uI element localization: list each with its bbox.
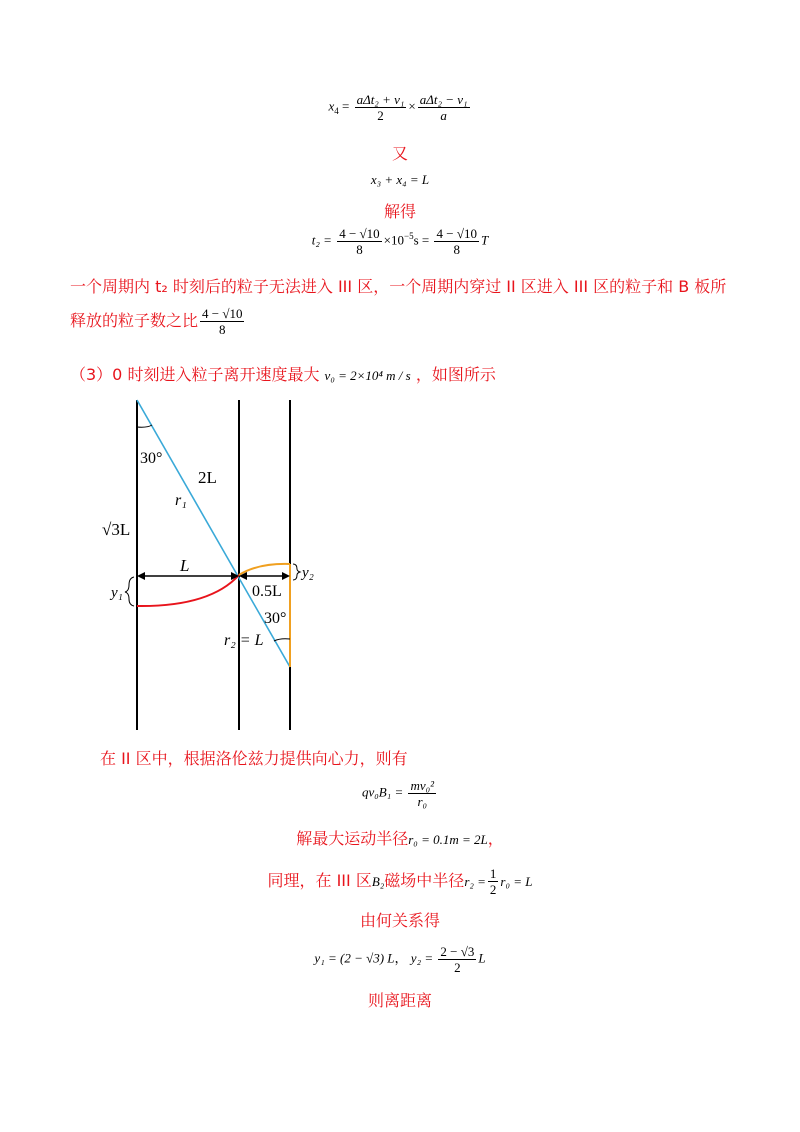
max-radius-eq: r₀ = 0.1m = 2L: [408, 832, 488, 847]
length-half-L-arrowhead-right: [282, 572, 290, 580]
force-frac-den: r₀: [417, 794, 428, 809]
max-radius-tail: ，: [487, 829, 504, 848]
x4-frac2: [418, 92, 470, 123]
x4-frac1-den: 2: [377, 108, 384, 123]
t2-frac2: [434, 226, 478, 257]
angle-arc-bottom: [274, 639, 290, 641]
r2-text: 同理，在 III 区: [267, 871, 372, 890]
y2-frac: [438, 944, 476, 975]
label-L: L: [180, 556, 190, 575]
max-speed-eq: v₀ = 2×10⁴ m / s: [324, 368, 411, 383]
label-y2: y₂: [302, 565, 314, 581]
ratio-frac: [200, 306, 244, 337]
y2-frac-den: 2: [454, 960, 461, 975]
red-trajectory-arc: [137, 575, 239, 606]
t2-frac1: [337, 226, 381, 257]
t2-tail: T: [480, 232, 489, 248]
ratio-frac-num: 4 − √10: [202, 306, 243, 321]
t2-frac2-num: 4 − √10: [436, 226, 477, 241]
label-angle-bottom: 30°: [264, 610, 287, 627]
trajectory-figure: [100, 395, 320, 735]
t2-unit: s =: [413, 232, 430, 248]
paragraph-lorentz: 在 II 区中，根据洛伦兹力提供向心力，则有: [100, 749, 408, 768]
label-angle-top: 30°: [140, 450, 163, 467]
t2-exp: −5: [404, 231, 414, 242]
y-sep: ，: [394, 950, 408, 966]
r2-frac-den: 2: [489, 882, 497, 897]
t2-frac2-den: 8: [453, 242, 460, 257]
paragraph-ratio-line1: 一个周期内 t₂ 时刻后的粒子无法进入 III 区，一个周期内穿过 II 区进入 III 区的粒子和 B 板所: [70, 277, 727, 296]
r2-frac-num: 1: [489, 866, 497, 881]
t2-lhs: t₂ =: [311, 232, 332, 248]
r2-mid: 磁场中半径: [384, 871, 465, 890]
label-sqrt3L: √3L: [102, 520, 131, 539]
ratio-text: 释放的粒子数之比: [70, 311, 199, 330]
paragraph-geometry: 由何关系得: [359, 911, 440, 930]
r2-eq-lhs: r₂ =: [464, 874, 486, 889]
max-speed-tail: ，如图所示: [415, 365, 496, 384]
x4-frac1-num: aΔt₂ + v₁: [356, 92, 405, 107]
brace-y2: [293, 564, 300, 580]
y1-eq: y₁ = (2 − √3) L: [314, 950, 395, 966]
equation-sum: x₃ + x₄ = L: [370, 172, 430, 187]
x4-times: ×: [408, 98, 416, 114]
paragraph-ratio-line2: [70, 306, 246, 337]
label-r1: r₁: [175, 492, 187, 509]
x4-frac2-den: a: [440, 108, 447, 123]
text-you: 又: [391, 144, 408, 163]
equation-x4: $x_4$ = $\frac{\text{aΔt₂ + v₁}}{2}$ × $\frac{\text{aΔt₂ − v₁}}{a}$: [328, 92, 468, 123]
x4-frac1: [355, 92, 407, 123]
y2-frac-num: 2 − √3: [440, 944, 475, 959]
force-frac: [408, 778, 436, 809]
paragraph-max-radius: [0, 826, 800, 849]
paragraph-max-speed: [70, 362, 496, 385]
max-radius-text: 解最大运动半径: [296, 829, 409, 848]
x4-frac2-num: aΔt₂ − v₁: [419, 92, 468, 107]
t2-mid: ×10: [383, 232, 405, 248]
ratio-frac-den: 8: [219, 322, 226, 337]
label-y1: y₁: [111, 585, 123, 601]
length-L-arrowhead-left: [137, 572, 145, 580]
y2-lhs: y₂ =: [410, 950, 434, 966]
r2-frac: [488, 866, 499, 897]
r2-eq-rhs: r₀ = L: [500, 874, 533, 889]
label-r2: r₂ = L: [224, 632, 264, 649]
x4-lhs: x: [328, 98, 335, 114]
equation-y: [0, 944, 800, 975]
brace-y1: [125, 577, 134, 606]
x4-lhs-sub: 4: [334, 106, 339, 117]
force-frac-num: mv₀²: [410, 778, 435, 793]
label-half-L: 0.5L: [252, 583, 282, 600]
max-speed-text: （3）0 时刻进入粒子离开速度最大: [70, 365, 320, 384]
force-lhs: qv₀B₁ =: [361, 784, 404, 800]
angle-arc-top: [137, 425, 152, 427]
t2-frac1-den: 8: [356, 242, 363, 257]
label-2L: 2L: [198, 468, 217, 487]
text-jiede: 解得: [383, 202, 416, 221]
r2-B2: B₂: [371, 874, 385, 889]
t2-frac1-num: 4 − √10: [339, 226, 380, 241]
equation-t2: [0, 226, 800, 257]
y2-tail: L: [478, 950, 486, 966]
equation-force: [0, 778, 800, 809]
paragraph-distance: 则离距离: [367, 991, 432, 1010]
paragraph-radius-r2: [0, 866, 800, 897]
